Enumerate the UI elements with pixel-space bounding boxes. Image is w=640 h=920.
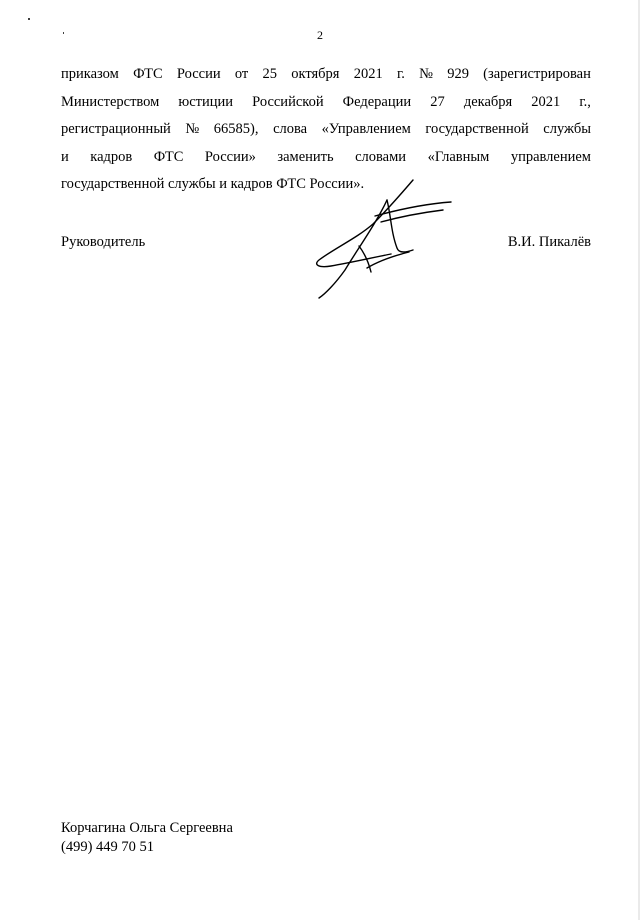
paragraph-line	[61, 61, 591, 89]
scan-speck	[28, 18, 30, 20]
executor-phone: (499) 449 70 51	[61, 839, 155, 855]
word: государственной	[425, 121, 529, 137]
word: Российской	[252, 93, 324, 110]
signer-name: В.И. Пикалёв	[507, 234, 591, 250]
word: (зарегистрирован	[483, 66, 591, 82]
word: словами	[355, 148, 407, 165]
word: 27	[430, 93, 445, 110]
executor-name: Корчагина Ольга Сергеевна	[61, 820, 233, 836]
word: ФТС	[153, 148, 184, 165]
word: 2021	[531, 93, 561, 110]
word: 25	[262, 66, 278, 82]
word: г.	[396, 66, 405, 82]
paragraph-line	[61, 89, 591, 117]
word: «Управлением	[321, 121, 411, 137]
word: ФТС	[133, 66, 163, 82]
word: декабря	[463, 93, 513, 110]
paragraph-line	[61, 116, 591, 144]
word: и	[61, 148, 69, 165]
word: 929	[447, 66, 469, 82]
word: №	[185, 121, 200, 137]
word: заменить	[277, 148, 334, 165]
paragraph-last-line: государственной службы и кадров ФТС России».	[61, 176, 365, 192]
word: №	[419, 66, 433, 82]
word: приказом	[61, 66, 119, 82]
scan-speck	[63, 32, 64, 34]
word: 66585),	[213, 121, 259, 137]
word: слова	[273, 121, 308, 137]
paragraph-line	[61, 144, 591, 172]
word: октября	[291, 66, 340, 82]
word: России»	[204, 148, 256, 165]
word: г.,	[579, 93, 591, 110]
executor-block	[61, 819, 233, 857]
signer-role: Руководитель	[61, 234, 146, 250]
word: кадров	[90, 148, 133, 165]
word: Федерации	[342, 93, 412, 110]
word: России	[176, 66, 221, 82]
page-number: 2	[317, 28, 323, 42]
word: регистрационный	[61, 121, 171, 137]
word: от	[234, 66, 249, 82]
word: юстиции	[178, 93, 234, 110]
word: 2021	[353, 66, 383, 82]
word: Министерством	[61, 93, 160, 110]
handwritten-signature	[305, 172, 455, 302]
word: управлением	[510, 148, 591, 165]
word: «Главным	[427, 148, 490, 165]
word: службы	[543, 121, 591, 137]
